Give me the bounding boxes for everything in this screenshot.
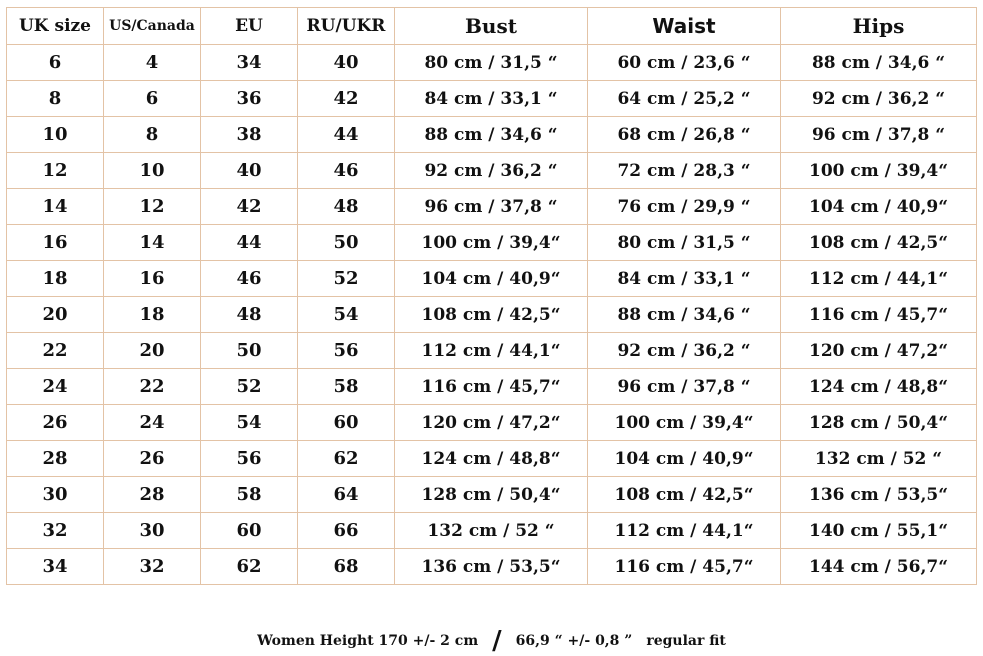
- cell-hips: 132 cm / 52 “: [781, 441, 977, 477]
- cell-waist: 104 cm / 40,9“: [588, 441, 781, 477]
- header-ru-ukr: RU/UKR: [298, 8, 395, 45]
- cell-hips: 128 cm / 50,4“: [781, 405, 977, 441]
- cell-ru-ukr: 52: [298, 261, 395, 297]
- cell-waist: 112 cm / 44,1“: [588, 513, 781, 549]
- cell-uk-size: 30: [7, 477, 104, 513]
- cell-us-canada: 30: [104, 513, 201, 549]
- cell-ru-ukr: 46: [298, 153, 395, 189]
- cell-ru-ukr: 68: [298, 549, 395, 585]
- cell-hips: 108 cm / 42,5“: [781, 225, 977, 261]
- cell-uk-size: 32: [7, 513, 104, 549]
- cell-us-canada: 6: [104, 81, 201, 117]
- cell-eu: 60: [201, 513, 298, 549]
- cell-hips: 140 cm / 55,1“: [781, 513, 977, 549]
- table-row: [7, 297, 977, 333]
- cell-us-canada: 12: [104, 189, 201, 225]
- fit-label: regular fit: [646, 633, 726, 649]
- cell-waist: 96 cm / 37,8 “: [588, 369, 781, 405]
- cell-ru-ukr: 48: [298, 189, 395, 225]
- cell-uk-size: 10: [7, 117, 104, 153]
- cell-waist: 68 cm / 26,8 “: [588, 117, 781, 153]
- cell-bust: 80 cm / 31,5 “: [395, 45, 588, 81]
- cell-waist: 92 cm / 36,2 “: [588, 333, 781, 369]
- cell-hips: 104 cm / 40,9“: [781, 189, 977, 225]
- cell-hips: 92 cm / 36,2 “: [781, 81, 977, 117]
- cell-bust: 132 cm / 52 “: [395, 513, 588, 549]
- table-row: [7, 153, 977, 189]
- cell-bust: 108 cm / 42,5“: [395, 297, 588, 333]
- height-metric: Women Height 170 +/- 2 cm: [257, 633, 479, 649]
- cell-hips: 144 cm / 56,7“: [781, 549, 977, 585]
- cell-eu: 38: [201, 117, 298, 153]
- cell-bust: 88 cm / 34,6 “: [395, 117, 588, 153]
- cell-ru-ukr: 64: [298, 477, 395, 513]
- cell-bust: 100 cm / 39,4“: [395, 225, 588, 261]
- table-row: [7, 441, 977, 477]
- cell-eu: 62: [201, 549, 298, 585]
- cell-uk-size: 22: [7, 333, 104, 369]
- table-row: [7, 225, 977, 261]
- cell-us-canada: 18: [104, 297, 201, 333]
- cell-ru-ukr: 54: [298, 297, 395, 333]
- cell-waist: 88 cm / 34,6 “: [588, 297, 781, 333]
- cell-eu: 34: [201, 45, 298, 81]
- cell-hips: 136 cm / 53,5“: [781, 477, 977, 513]
- cell-us-canada: 22: [104, 369, 201, 405]
- table-row: [7, 333, 977, 369]
- table-row: [7, 117, 977, 153]
- cell-bust: 84 cm / 33,1 “: [395, 81, 588, 117]
- cell-uk-size: 18: [7, 261, 104, 297]
- table-row: [7, 189, 977, 225]
- header-eu: EU: [201, 8, 298, 45]
- header-row: [7, 8, 977, 45]
- cell-uk-size: 26: [7, 405, 104, 441]
- cell-us-canada: 28: [104, 477, 201, 513]
- cell-bust: 120 cm / 47,2“: [395, 405, 588, 441]
- cell-eu: 56: [201, 441, 298, 477]
- cell-bust: 92 cm / 36,2 “: [395, 153, 588, 189]
- cell-ru-ukr: 56: [298, 333, 395, 369]
- cell-bust: 112 cm / 44,1“: [395, 333, 588, 369]
- cell-us-canada: 10: [104, 153, 201, 189]
- cell-waist: 64 cm / 25,2 “: [588, 81, 781, 117]
- cell-uk-size: 20: [7, 297, 104, 333]
- table-row: [7, 81, 977, 117]
- cell-eu: 52: [201, 369, 298, 405]
- cell-ru-ukr: 42: [298, 81, 395, 117]
- cell-uk-size: 28: [7, 441, 104, 477]
- cell-waist: 116 cm / 45,7“: [588, 549, 781, 585]
- cell-uk-size: 14: [7, 189, 104, 225]
- cell-eu: 36: [201, 81, 298, 117]
- cell-eu: 50: [201, 333, 298, 369]
- cell-waist: 60 cm / 23,6 “: [588, 45, 781, 81]
- table-row: [7, 477, 977, 513]
- cell-bust: 124 cm / 48,8“: [395, 441, 588, 477]
- cell-eu: 58: [201, 477, 298, 513]
- cell-us-canada: 20: [104, 333, 201, 369]
- cell-waist: 84 cm / 33,1 “: [588, 261, 781, 297]
- header-uk-size: UK size: [7, 8, 104, 45]
- height-separator: /: [492, 626, 502, 656]
- cell-waist: 80 cm / 31,5 “: [588, 225, 781, 261]
- cell-us-canada: 24: [104, 405, 201, 441]
- height-imperial: 66,9 “ +/- 0,8 ”: [515, 633, 633, 649]
- cell-bust: 136 cm / 53,5“: [395, 549, 588, 585]
- cell-us-canada: 16: [104, 261, 201, 297]
- height-note: [0, 628, 983, 654]
- cell-uk-size: 16: [7, 225, 104, 261]
- cell-us-canada: 8: [104, 117, 201, 153]
- cell-bust: 104 cm / 40,9“: [395, 261, 588, 297]
- table-row: [7, 45, 977, 81]
- cell-ru-ukr: 66: [298, 513, 395, 549]
- table-row: [7, 261, 977, 297]
- cell-eu: 40: [201, 153, 298, 189]
- cell-bust: 116 cm / 45,7“: [395, 369, 588, 405]
- cell-hips: 120 cm / 47,2“: [781, 333, 977, 369]
- cell-ru-ukr: 40: [298, 45, 395, 81]
- header-hips: Hips: [781, 8, 977, 45]
- cell-hips: 112 cm / 44,1“: [781, 261, 977, 297]
- cell-waist: 76 cm / 29,9 “: [588, 189, 781, 225]
- cell-waist: 108 cm / 42,5“: [588, 477, 781, 513]
- cell-waist: 72 cm / 28,3 “: [588, 153, 781, 189]
- cell-waist: 100 cm / 39,4“: [588, 405, 781, 441]
- cell-eu: 44: [201, 225, 298, 261]
- cell-us-canada: 14: [104, 225, 201, 261]
- cell-us-canada: 4: [104, 45, 201, 81]
- header-waist: Waist: [588, 8, 781, 45]
- cell-bust: 128 cm / 50,4“: [395, 477, 588, 513]
- cell-ru-ukr: 58: [298, 369, 395, 405]
- cell-us-canada: 26: [104, 441, 201, 477]
- cell-ru-ukr: 62: [298, 441, 395, 477]
- cell-eu: 54: [201, 405, 298, 441]
- cell-hips: 116 cm / 45,7“: [781, 297, 977, 333]
- cell-ru-ukr: 50: [298, 225, 395, 261]
- cell-us-canada: 32: [104, 549, 201, 585]
- cell-bust: 96 cm / 37,8 “: [395, 189, 588, 225]
- cell-ru-ukr: 60: [298, 405, 395, 441]
- cell-uk-size: 8: [7, 81, 104, 117]
- cell-hips: 124 cm / 48,8“: [781, 369, 977, 405]
- table-row: [7, 369, 977, 405]
- header-bust: Bust: [395, 8, 588, 45]
- cell-uk-size: 24: [7, 369, 104, 405]
- cell-eu: 48: [201, 297, 298, 333]
- cell-uk-size: 6: [7, 45, 104, 81]
- cell-hips: 100 cm / 39,4“: [781, 153, 977, 189]
- cell-uk-size: 12: [7, 153, 104, 189]
- size-chart-table: [6, 7, 977, 585]
- cell-eu: 46: [201, 261, 298, 297]
- cell-eu: 42: [201, 189, 298, 225]
- header-us-canada: US/Canada: [104, 8, 201, 45]
- cell-uk-size: 34: [7, 549, 104, 585]
- cell-hips: 88 cm / 34,6 “: [781, 45, 977, 81]
- cell-ru-ukr: 44: [298, 117, 395, 153]
- table-row: [7, 513, 977, 549]
- cell-hips: 96 cm / 37,8 “: [781, 117, 977, 153]
- table-row: [7, 405, 977, 441]
- table-row: [7, 549, 977, 585]
